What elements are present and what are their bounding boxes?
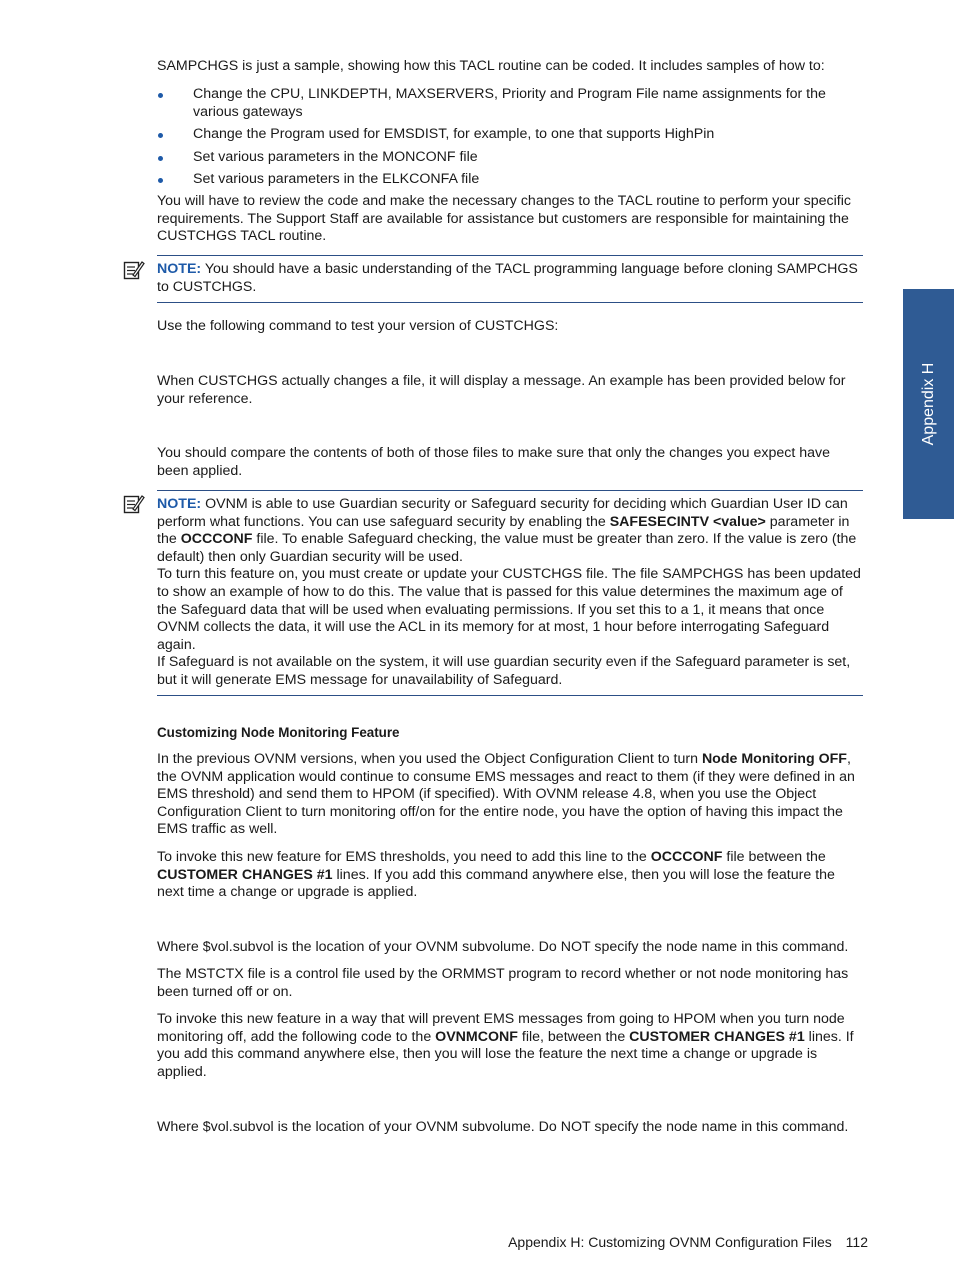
where-paragraph: Where $vol.subvol is the location of your OVNM subvolume. Do NOT specify the node name in this command. xyxy=(157,939,849,955)
list-item: Set various parameters in the ELKCONFA file xyxy=(157,171,863,189)
note-paragraph: NOTE: OVNM is able to use Guardian security or Safeguard security for deciding which Guardian User ID can perform what functions. You can use safeguard security by enabling the SAFESECINTV <value> parameter in the OCCCONF file. To enable Safeguard checking, the value must be greater than zero. If the value is zero (the default) then only Guardian security will be used. xyxy=(157,496,857,565)
where-paragraph: Where $vol.subvol is the location of your OVNM subvolume. Do NOT specify the node name in this command. xyxy=(157,1119,849,1135)
bullet-icon xyxy=(158,133,163,138)
page-number: 112 xyxy=(845,1234,868,1250)
mstctx-paragraph: The MSTCTX file is a control file used by the ORMMST program to record whether or not node monitoring has been turned off or on. xyxy=(157,966,849,1000)
list-item: Set various parameters in the MONCONF file xyxy=(157,149,863,167)
intro-paragraph: SAMPCHGS is just a sample, showing how this TACL routine can be coded. It includes samples of how to: xyxy=(157,58,825,74)
note-label: NOTE: xyxy=(157,261,202,277)
list-item: Change the CPU, LINKDEPTH, MAXSERVERS, Priority and Program File name assignments for the various gateways xyxy=(157,86,863,121)
appendix-side-tab xyxy=(903,289,954,519)
note-box xyxy=(157,255,863,303)
bullet-list xyxy=(157,86,863,189)
note-box xyxy=(157,490,863,696)
bullet-icon xyxy=(158,178,163,183)
invoke-paragraph: To invoke this new feature for EMS thresholds, you need to add this line to the OCCCONF file between the CUSTOMER CHANGES #1 lines. If you add this command anywhere else, then you will lose the feature the next time a change or upgrade is applied. xyxy=(157,849,835,901)
message-paragraph: When CUSTCHGS actually changes a file, it will display a message. An example has been provided below for your reference. xyxy=(157,373,846,407)
note-paragraph: If Safeguard is not available on the system, it will use guardian security even if the Safeguard parameter is set, but it will generate EMS message for unavailability of Safeguard. xyxy=(157,654,851,688)
review-paragraph: You will have to review the code and make the necessary changes to the TACL routine to perform your specific requirements. The Support Staff are available for assistance but customers are responsible for maintaining the CUSTCHGS TACL routine. xyxy=(157,193,851,245)
list-item: Change the Program used for EMSDIST, for example, to one that supports HighPin xyxy=(157,126,863,144)
bullet-icon xyxy=(158,93,163,98)
note-text: You should have a basic understanding of the TACL programming language before cloning SAMPCHGS to CUSTCHGS. xyxy=(157,261,858,295)
footer-title: Appendix H: Customizing OVNM Configuration Files xyxy=(508,1234,832,1250)
node-monitoring-paragraph: In the previous OVNM versions, when you used the Object Configuration Client to turn Node Monitoring OFF, the OVNM application would continue to consume EMS messages and react to them (if they were defined in an EMS threshold) and send them to HPOM (if specified). With OVNM release 4.8, when you use the Object Configuration Client to turn monitoring off/on for the entire node, you have the option of having this impact the EMS traffic as well. xyxy=(157,751,855,838)
note-icon xyxy=(123,493,145,515)
section-heading: Customizing Node Monitoring Feature xyxy=(157,725,400,740)
invoke-paragraph: To invoke this new feature in a way that will prevent EMS messages from going to HPOM when you turn node monitoring off, add the following code to the OVNMCONF file, between the CUSTOMER CHANGES #1 lines. If you add this command anywhere else, then you will lose the feature the next time a change or upgrade is applied. xyxy=(157,1011,854,1080)
bullet-icon xyxy=(158,156,163,161)
note-icon xyxy=(123,259,145,281)
note-paragraph: To turn this feature on, you must create or update your CUSTCHGS file. The file SAMPCHGS has been updated to show an example of how to do this. The value that is passed for this value determines the maximum age of the Safeguard data that will be used when evaluating permissions. If you set this to a 1, it means that once OVNM collects the data, it will use the ACL in its memory for at most, 1 hour before interrogating Safeguard again. xyxy=(157,566,861,653)
test-paragraph: Use the following command to test your version of CUSTCHGS: xyxy=(157,318,559,334)
page-footer xyxy=(508,1234,868,1252)
compare-paragraph: You should compare the contents of both of those files to make sure that only the changes you expect have been applied. xyxy=(157,445,831,479)
side-tab-label: Appendix H xyxy=(919,362,937,446)
note-label: NOTE: xyxy=(157,496,202,512)
